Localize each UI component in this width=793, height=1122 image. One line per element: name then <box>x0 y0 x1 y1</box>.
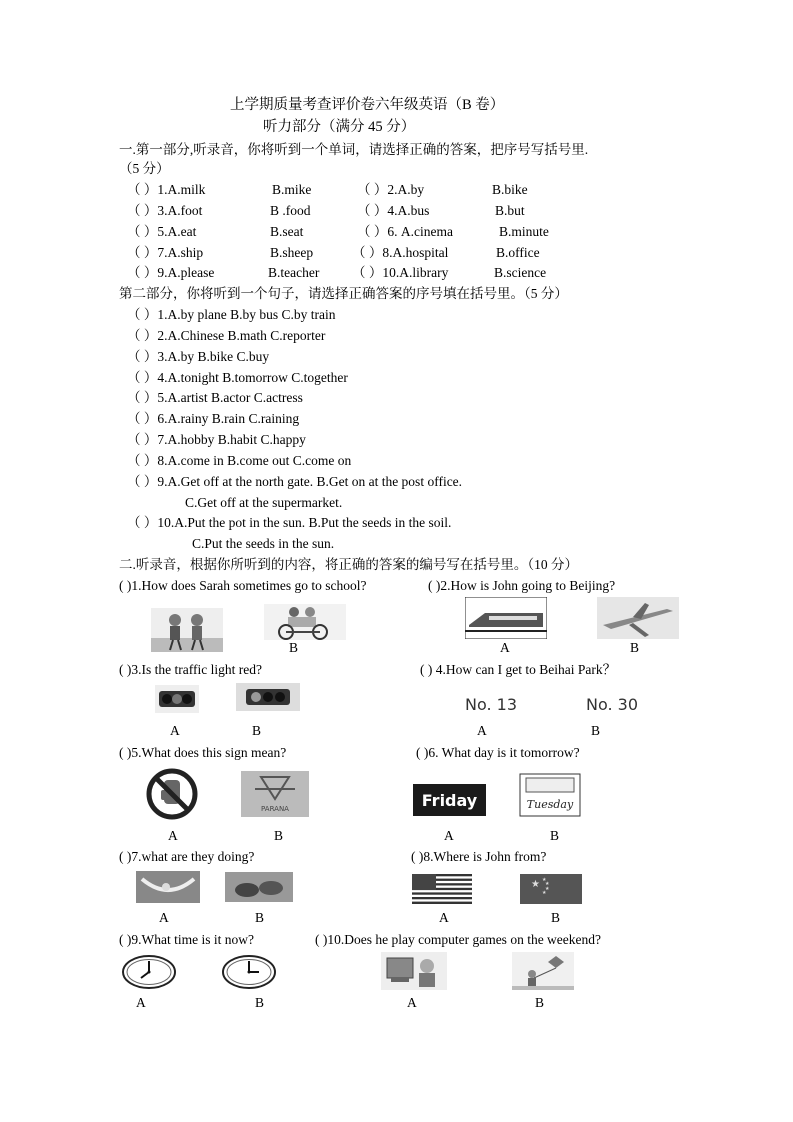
p3-q8: ( )8.Where is John from? <box>411 849 547 864</box>
q5-label-a: A <box>168 828 178 843</box>
clock-b-image <box>221 954 277 990</box>
p3-q7: ( )7.what are they doing? <box>119 849 255 864</box>
p1-q9: （ ）9.A.please <box>127 265 215 280</box>
p1-q6: （ ）6. A.cinema <box>357 224 453 239</box>
q8-label-b: B <box>551 910 561 925</box>
q10-label-b: B <box>535 995 545 1010</box>
p1-q8: （ ）8.A.hospital <box>352 245 449 260</box>
svg-text:★: ★ <box>542 877 547 883</box>
p2-q4: （ ）4.A.tonight B.tomorrow C.together <box>127 370 348 385</box>
friday-text: Friday <box>421 790 478 810</box>
p2-q6: （ ）6.A.rainy B.rain C.raining <box>127 411 300 426</box>
p1-q2: （ ）2.A.by <box>357 182 425 197</box>
no-touching-sign-image <box>137 768 207 820</box>
bus-number-a: No. 13 <box>465 695 518 714</box>
p1-q7-b: B.sheep <box>270 245 314 260</box>
logo-sign-image <box>241 771 309 817</box>
p1-q1-b: B.mike <box>272 182 312 197</box>
kite-boy-image <box>512 952 574 990</box>
clock-a-image <box>121 954 177 990</box>
p2-q2: （ ）2.A.Chinese B.math C.reporter <box>127 328 326 343</box>
p3-q10: ( )10.Does he play computer games on the weekend? <box>315 932 602 947</box>
q10-label-a: A <box>407 995 417 1010</box>
svg-text:★: ★ <box>545 886 550 892</box>
part1-score: （5 分） <box>119 161 170 176</box>
q2-label-b: B <box>630 640 640 655</box>
hammock-image <box>136 871 200 903</box>
p3-q6: ( )6. What day is it tomorrow? <box>416 745 580 760</box>
q6-label-a: A <box>444 828 454 843</box>
animals-image <box>225 872 293 902</box>
plane-image <box>597 597 679 639</box>
p3-q1: ( )1.How does Sarah sometimes go to school? <box>119 578 367 593</box>
p3-q2: ( )2.How is John going to Beijing? <box>428 578 616 593</box>
q3-label-a: A <box>170 723 180 738</box>
q1-label-b: B <box>289 640 299 655</box>
p1-q5-b: B.seat <box>270 224 304 239</box>
computer-boy-image <box>381 952 447 990</box>
walking-kids-image <box>151 608 223 652</box>
p1-q4: （ ）4.A.bus <box>357 203 430 218</box>
p2-q5: （ ）5.A.artist B.actor C.actress <box>127 390 303 405</box>
p1-q7: （ ）7.A.ship <box>127 245 204 260</box>
bus-number-b: No. 30 <box>586 695 639 714</box>
p2-q9-c: C.Get off at the supermarket. <box>185 495 343 510</box>
p2-q1: （ ）1.A.by plane B.by bus C.by train <box>127 307 336 322</box>
page-subtitle: 听力部分（满分 45 分） <box>263 119 416 135</box>
traffic-light-a-image <box>155 685 199 713</box>
p1-q6-b: B.minute <box>499 224 549 239</box>
p2-q10-c: C.Put the seeds in the sun. <box>192 536 335 551</box>
p1-q4-b: B.but <box>495 203 525 218</box>
p2-q7: （ ）7.A.hobby B.habit C.happy <box>127 432 306 447</box>
q9-label-b: B <box>255 995 265 1010</box>
p1-q1: （ ）1.A.milk <box>127 182 206 197</box>
q6-label-b: B <box>550 828 560 843</box>
q4-label-a: A <box>477 723 487 738</box>
china-flag-image <box>520 874 582 904</box>
train-image <box>465 597 547 639</box>
q2-label-a: A <box>500 640 510 655</box>
p1-q10-b: B.science <box>494 265 547 280</box>
q5-label-b: B <box>274 828 284 843</box>
p2-q3: （ ）3.A.by B.bike C.buy <box>127 349 270 364</box>
part2-heading: 第二部分，你将听到一个句子，请选择正确答案的序号填在括号里。（5 分） <box>119 286 568 301</box>
p1-q8-b: B.office <box>496 245 540 260</box>
svg-text:★: ★ <box>531 879 540 890</box>
q7-label-b: B <box>255 910 265 925</box>
bike-kids-image <box>264 604 346 640</box>
p2-q10: （ ）10.A.Put the pot in the sun. B.Put the seeds in the soil. <box>127 515 452 530</box>
q4-label-b: B <box>591 723 601 738</box>
p1-q5: （ ）5.A.eat <box>127 224 197 239</box>
q9-label-a: A <box>136 995 146 1010</box>
usa-flag-image <box>412 874 472 904</box>
logo-sign-text: PARANA <box>261 805 289 813</box>
svg-text:★: ★ <box>542 890 547 896</box>
friday-card <box>413 784 486 816</box>
svg-text:★: ★ <box>545 881 550 887</box>
tuesday-calendar-image <box>518 772 582 818</box>
p2-q9: （ ）9.A.Get off at the north gate. B.Get on at the post office. <box>127 474 463 489</box>
p1-q2-b: B.bike <box>492 182 528 197</box>
q7-label-a: A <box>159 910 169 925</box>
p2-q8: （ ）8.A.come in B.come out C.come on <box>127 453 352 468</box>
part3-heading: 二.听录音，根据你所听到的内容，将正确的答案的编号写在括号里。（10 分） <box>119 557 578 572</box>
tuesday-text: Tuesday <box>526 798 574 811</box>
p1-q3: （ ）3.A.foot <box>127 203 203 218</box>
p1-q9-b: B.teacher <box>268 265 320 280</box>
p3-q5: ( )5.What does this sign mean? <box>119 745 287 760</box>
part1-heading: 一.第一部分,听录音，你将听到一个单词，请选择正确的答案，把序号写括号里. <box>119 142 589 157</box>
p3-q9: ( )9.What time is it now? <box>119 932 254 947</box>
traffic-light-b-image <box>236 683 300 711</box>
p1-q3-b: B .food <box>270 203 311 218</box>
q8-label-a: A <box>439 910 449 925</box>
p3-q3: ( )3.Is the traffic light red? <box>119 662 262 677</box>
page-title: 上学期质量考查评价卷六年级英语（B 卷） <box>230 97 505 113</box>
q3-label-b: B <box>252 723 262 738</box>
p1-q10: （ ）10.A.library <box>352 265 449 280</box>
p3-q4: ( ) 4.How can I get to Beihai Park？ <box>420 662 617 677</box>
